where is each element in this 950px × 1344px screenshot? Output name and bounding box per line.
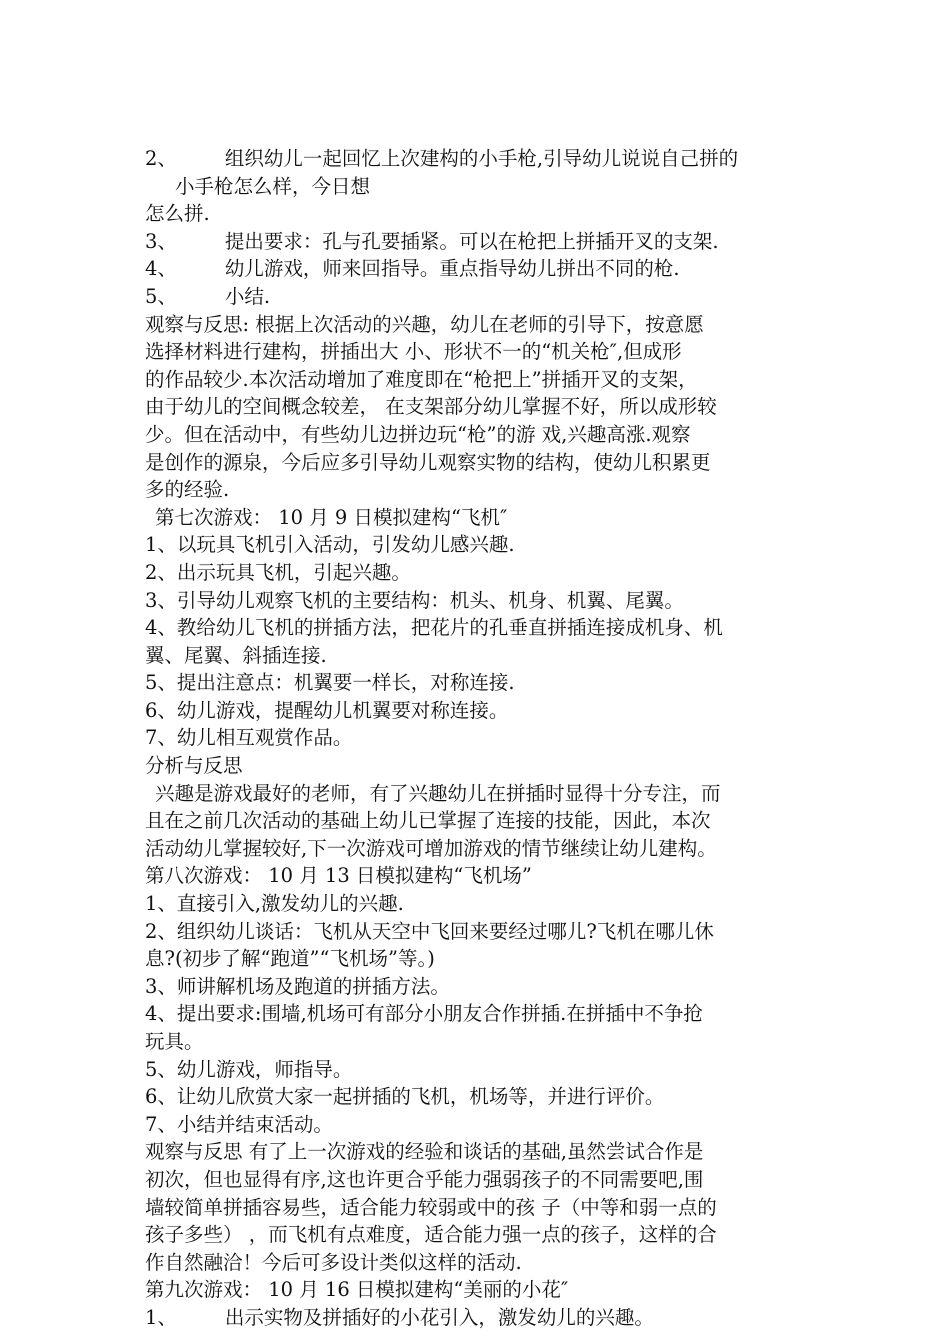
list-item: 2、组织幼儿谈话：飞机从天空中飞回来要经过哪儿?飞机在哪儿休 <box>145 919 714 943</box>
list-item <box>145 145 810 173</box>
list-item: 1、以玩具飞机引入活动，引发幼儿感兴趣. <box>145 533 515 557</box>
section-heading: 分析与反思 <box>145 754 243 778</box>
list-item: 2、出示玩具飞机，引起兴趣。 <box>145 560 411 584</box>
paragraph-line: 是创作的源泉，今后应多引导幼儿观察实物的结构，使幼儿积累更 <box>145 450 711 474</box>
list-item: 5、幼儿游戏，师指导。 <box>145 1057 353 1081</box>
section-heading: 第八次游戏： 10 月 13 日模拟建构“飞机场” <box>145 864 532 888</box>
paragraph-line: 观察与反思: 根据上次活动的兴趣，幼儿在老师的引导下，按意愿 <box>145 312 704 336</box>
list-item: 7、小结并结束活动。 <box>145 1112 333 1136</box>
paragraph-line: 且在之前几次活动的基础上幼儿已掌握了连接的技能，因此，本次 <box>145 809 711 833</box>
list-item: 3、引导幼儿观察飞机的主要结构：机头、机身、机翼、尾翼。 <box>145 588 684 612</box>
section-heading: 第七次游戏： 10 月 9 日模拟建构“飞机″ <box>155 505 508 529</box>
paragraph-line: 的作品较少.本次活动增加了难度即在“枪把上”拼插开叉的支架， <box>145 367 698 391</box>
list-item <box>145 1304 810 1332</box>
list-item <box>145 228 810 256</box>
list-item: 4、教给幼儿飞机的拼插方法，把花片的孔垂直拼插连接成机身、机 <box>145 616 723 640</box>
text-line: 怎么拼. <box>145 202 210 226</box>
item-number: 1、 <box>145 1305 177 1329</box>
item-text: 提出要求：孔与孔要插紧。可以在枪把上拼插开叉的支架. <box>224 229 719 253</box>
paragraph-line: 少。但在活动中，有些幼儿边拼边玩“枪”的游 戏,兴趣高涨.观察 <box>145 422 691 446</box>
list-item <box>145 283 810 311</box>
item-text: 出示实物及拼插好的小花引入，激发幼儿的兴趣。 <box>224 1305 654 1329</box>
item-number: 2、 <box>145 147 177 170</box>
item-text: 小结. <box>224 284 271 308</box>
paragraph-line: 多的经验. <box>145 478 230 502</box>
paragraph-line: 墙较简单拼插容易些，适合能力较弱或中的孩 子（中等和弱一点的 <box>145 1195 717 1219</box>
list-item: 6、让幼儿欣赏大家一起拼插的飞机，机场等，并进行评价。 <box>145 1085 665 1109</box>
list-item: 7、幼儿相互观赏作品。 <box>145 726 353 750</box>
item-number: 3、 <box>145 229 177 253</box>
list-item: 5、提出注意点：机翼要一样长，对称连接. <box>145 671 515 695</box>
paragraph-line: 选择材料进行建构，拼插出大 小、形状不一的“机关枪″,但成形 <box>145 340 682 364</box>
document-body <box>145 145 810 1332</box>
list-item <box>145 255 810 283</box>
item-number: 5、 <box>145 284 177 308</box>
text-line: 小手枪怎么样，今日想 <box>175 174 371 198</box>
list-item: 6、幼儿游戏，提醒幼儿机翼要对称连接。 <box>145 698 509 722</box>
list-item: 1、直接引入,激发幼儿的兴趣. <box>145 892 404 916</box>
paragraph-line: 观察与反思 有了上一次游戏的经验和谈话的基础,虽然尝试合作是 <box>145 1140 704 1164</box>
list-item: 玩具。 <box>145 1030 204 1053</box>
paragraph-line: 由于幼儿的空间概念较差， 在支架部分幼儿掌握不好，所以成形较 <box>145 395 717 419</box>
paragraph-line: 孩子多些） ，而飞机有点难度，适合能力强一点的孩子，这样的合 <box>145 1223 717 1247</box>
section-heading: 第九次游戏： 10 月 16 日模拟建构“美丽的小花″ <box>145 1278 569 1302</box>
paragraph-line: 初次，但也显得有序,这也许更合乎能力强弱孩子的不同需要吧,围 <box>145 1167 704 1191</box>
list-item: 翼、尾翼、斜插连接. <box>145 643 327 667</box>
item-text: 幼儿游戏，师来回指导。重点指导幼儿拼出不同的枪. <box>224 257 680 281</box>
list-item: 4、提出要求:围墙,机场可有部分小朋友合作拼插.在拼插中不争抢 <box>145 1002 703 1026</box>
paragraph-line: 作自然融洽！今后可多设计类似这样的活动. <box>145 1250 522 1274</box>
item-text: 组织幼儿一起回忆上次建构的小手枪,引导幼儿说说自己拼的 <box>224 147 739 170</box>
list-item: 息?(初步了解“跑道”“飞机场”等。) <box>145 947 435 971</box>
item-number: 4、 <box>145 257 177 281</box>
paragraph-line: 活动幼儿掌握较好,下一次游戏可增加游戏的情节继续让幼儿建构。 <box>145 836 717 860</box>
paragraph-line: 兴趣是游戏最好的老师，有了兴趣幼儿在拼插时显得十分专注，而 <box>155 781 721 805</box>
list-item: 3、师讲解机场及跑道的拼插方法。 <box>145 974 450 998</box>
